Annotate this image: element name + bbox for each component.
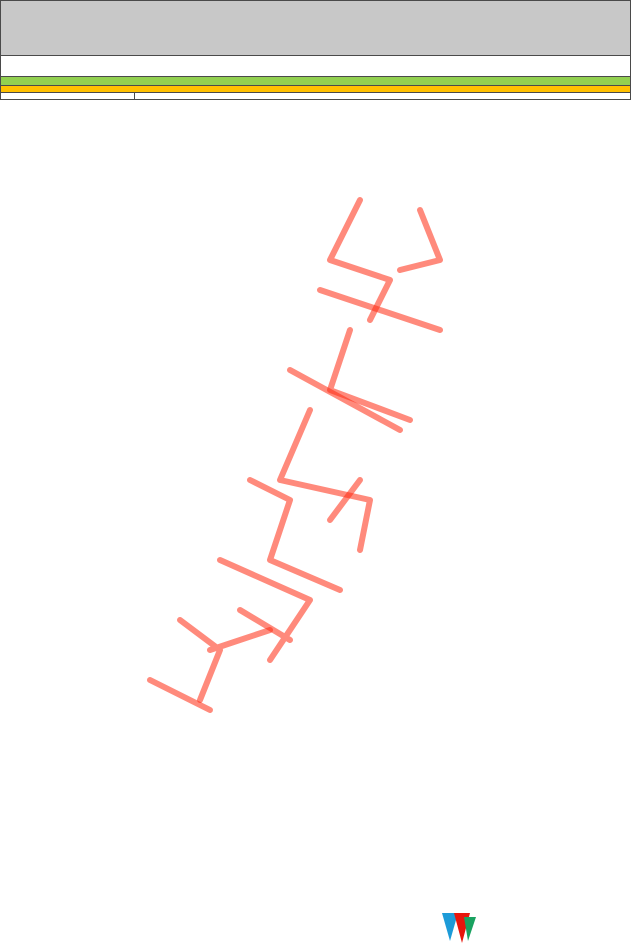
pvp-section-title [1,1,631,56]
brand-logo-icon [440,911,478,945]
plan-title [1,86,631,93]
plan-note-bar [1,77,631,86]
guide-table [0,0,631,100]
pvp-description [135,56,631,77]
guide-sheet [0,0,630,100]
footer-value [135,93,631,100]
watermark-stamp [120,180,540,720]
pvp-label [1,56,135,77]
brand-logo [440,905,630,950]
footer-label [1,93,135,100]
